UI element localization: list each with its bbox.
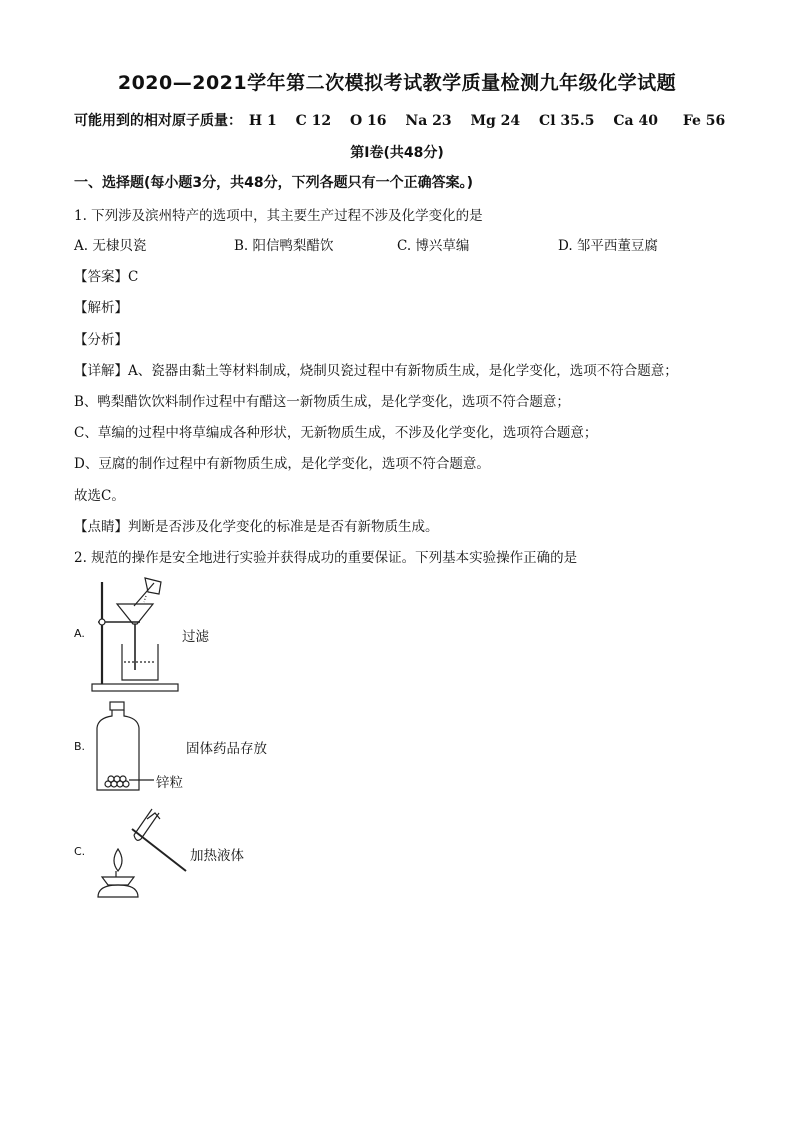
q2-option-a-letter: A. bbox=[74, 627, 85, 640]
funnel bbox=[117, 604, 153, 624]
atomic-mass-line bbox=[74, 110, 739, 130]
q1-detail-line: C、草编的过程中将草编成各种形状，无新物质生成，不涉及化学变化，选项符合题意； bbox=[74, 425, 598, 441]
q1-analyze-heading: 【分析】 bbox=[74, 332, 128, 348]
stand-base bbox=[92, 684, 178, 691]
q2-option-c-label: 加热液体 bbox=[190, 848, 244, 864]
atomic-mass-item: Cl 35.5 bbox=[539, 113, 595, 129]
atomic-mass-label: 可能用到的相对原子质量： bbox=[74, 113, 242, 129]
q1-detail-line: 【详解】A、瓷器由黏土等材料制成，烧制贝瓷过程中有新物质生成，是化学变化，选项不符合题意； bbox=[74, 363, 678, 379]
zinc-granule bbox=[114, 776, 120, 782]
filtration-apparatus-figure bbox=[90, 574, 180, 694]
q2-option-b-sublabel: 锌粒 bbox=[156, 775, 183, 791]
atomic-mass-item: Mg 24 bbox=[470, 113, 521, 129]
atomic-mass-item: H 1 bbox=[248, 113, 277, 129]
q1-answer: 【答案】C bbox=[74, 269, 139, 285]
pouring-beaker bbox=[145, 578, 161, 594]
volume-title: 第Ⅰ卷(共48分) bbox=[350, 145, 444, 161]
q1-option-b: B. 阳信鸭梨醋饮 bbox=[234, 238, 334, 254]
q1-detail-line: B、鸭梨醋饮饮料制作过程中有醋这一新物质生成，是化学变化，选项不符合题意； bbox=[74, 394, 570, 410]
zinc-granule bbox=[108, 776, 114, 782]
heating-liquid-figure bbox=[92, 805, 192, 903]
atomic-mass-item: O 16 bbox=[349, 113, 387, 129]
q2-option-b-letter: B. bbox=[74, 740, 86, 753]
glass-rod bbox=[134, 583, 154, 606]
alcohol-lamp-body bbox=[98, 885, 138, 897]
q2-option-a-label: 过滤 bbox=[182, 629, 209, 645]
q1-option-a: A. 无棣贝瓷 bbox=[74, 238, 147, 254]
reagent-bottle bbox=[97, 710, 139, 790]
q1-conclusion: 故选C。 bbox=[74, 488, 125, 504]
q1-option-c: C. 博兴草编 bbox=[397, 238, 470, 254]
atomic-mass-item: Na 23 bbox=[405, 113, 452, 129]
question-2-stem: 2. 规范的操作是安全地进行实验并获得成功的重要保证。下列基本实验操作正确的是 bbox=[74, 550, 578, 566]
question-1-stem: 1. 下列涉及滨州特产的选项中，其主要生产过程不涉及化学变化的是 bbox=[74, 208, 483, 224]
flame bbox=[114, 849, 122, 871]
q1-detail-line: D、豆腐的制作过程中有新物质生成，是化学变化，选项不符合题意。 bbox=[74, 456, 490, 472]
atomic-mass-item: Fe 56 bbox=[682, 113, 726, 129]
q1-comment: 【点睛】判断是否涉及化学变化的标准是是否有新物质生成。 bbox=[74, 519, 439, 535]
page-title: 2020—2021学年第二次模拟考试教学质量检测九年级化学试题 bbox=[117, 72, 677, 94]
atomic-mass-item: C 12 bbox=[295, 113, 332, 129]
test-tube-holder bbox=[132, 829, 186, 871]
alcohol-lamp-top bbox=[102, 877, 134, 885]
atomic-mass-item: Ca 40 bbox=[613, 113, 658, 129]
q2-option-b-label: 固体药品存放 bbox=[186, 741, 267, 757]
q2-option-c-letter: C. bbox=[74, 845, 86, 858]
bottle-stopper bbox=[110, 702, 124, 710]
q1-option-d: D. 邹平西董豆腐 bbox=[558, 238, 658, 254]
section-title: 一、选择题(每小题3分，共48分，下列各题只有一个正确答案。) bbox=[74, 175, 474, 191]
zinc-granule bbox=[120, 776, 126, 782]
q1-analysis-heading: 【解析】 bbox=[74, 300, 128, 316]
